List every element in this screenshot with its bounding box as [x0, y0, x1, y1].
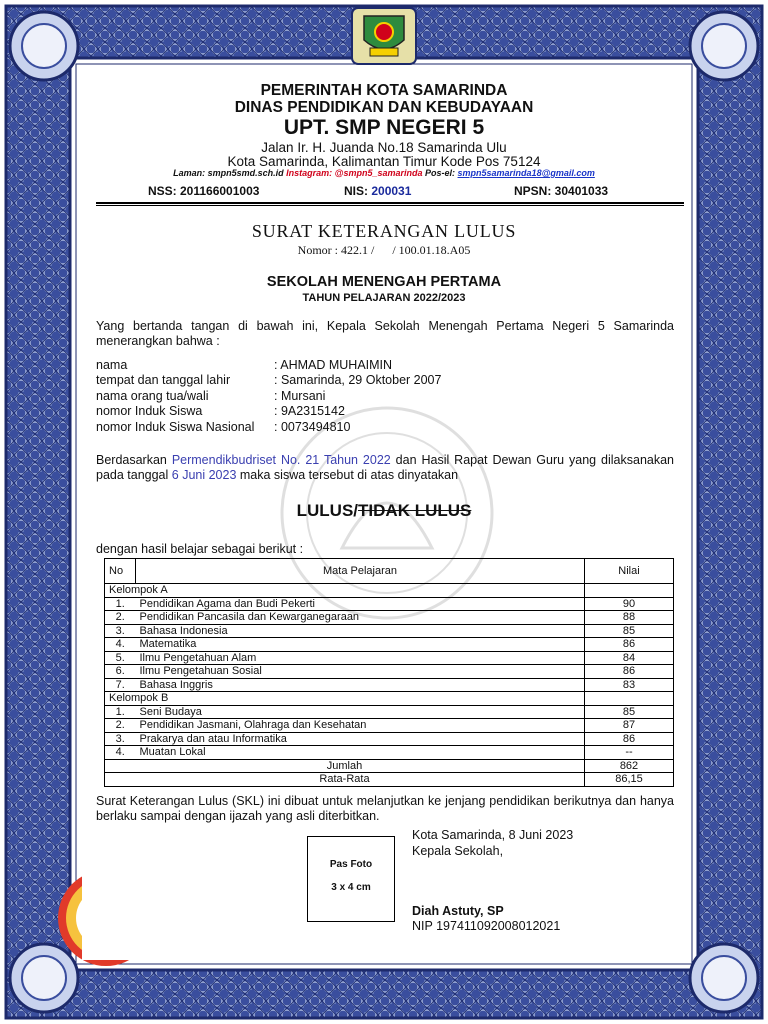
table-row: [105, 651, 674, 665]
address-line-1: Jalan Ir. H. Juanda No.18 Samarinda Ulu: [261, 140, 507, 155]
average-value: 86,15: [585, 773, 674, 787]
graduation-status: [82, 501, 686, 521]
row-subject: Pendidikan Pancasila dan Kewarganegaraan: [136, 611, 585, 625]
row-subject: Pendidikan Jasmani, Olahraga dan Kesehatan: [136, 719, 585, 733]
nis-value: 200031: [371, 184, 412, 198]
basis-date: 6 Juni 2023: [171, 468, 237, 482]
corner-ornament-top-left: [10, 12, 78, 80]
row-no: 4.: [105, 638, 136, 652]
photo-size: 3 x 4 cm: [331, 882, 371, 893]
intro-paragraph: Yang bertanda tangan di bawah ini, Kepala Sekolah Menengah Pertama Negeri 5 Samarinda menerangkan bahwa :: [96, 319, 674, 348]
address-line-2: Kota Samarinda, Kalimantan Timur Kode Pos 75124: [227, 154, 541, 169]
contact-line: [82, 168, 686, 178]
row-no: 3.: [105, 624, 136, 638]
basis-part-2: dan Hasil Rapat Dewan Guru yang dilaksanakan pada tanggal: [96, 453, 675, 482]
row-no: 4.: [105, 746, 136, 760]
row-score: 88: [585, 611, 674, 625]
email-label: Pos-el:: [425, 168, 456, 178]
header-divider-thin: [96, 205, 684, 206]
grades-table: [104, 558, 674, 787]
group-label-b: Kelompok B: [105, 692, 585, 706]
row-no: 2.: [105, 719, 136, 733]
header-no: No: [105, 559, 136, 584]
average-row: [105, 773, 674, 787]
student-value-birth: : Samarinda, 29 Oktober 2007: [274, 373, 442, 387]
total-value: 862: [585, 759, 674, 773]
row-score: 85: [585, 705, 674, 719]
header-subject: Mata Pelajaran: [136, 559, 585, 584]
academic-year: TAHUN PELAJARAN 2022/2023: [302, 292, 466, 304]
row-subject: Prakarya dan atau Informatika: [136, 732, 585, 746]
total-row: [105, 759, 674, 773]
row-score: 90: [585, 597, 674, 611]
row-score: 83: [585, 678, 674, 692]
nss-number: NSS: 201166001003: [148, 184, 260, 198]
nis-label: NIS:: [344, 184, 368, 198]
photo-placeholder: [307, 836, 395, 922]
instagram-link[interactable]: Instagram: @smpn5_samarinda: [286, 168, 423, 178]
table-row: [105, 597, 674, 611]
row-score: 86: [585, 638, 674, 652]
gov-heading: PEMERINTAH KOTA SAMARINDA: [260, 82, 508, 99]
row-score: --: [585, 746, 674, 760]
status-pass: LULUS/: [296, 501, 359, 520]
row-no: 2.: [105, 611, 136, 625]
row-subject: Bahasa Indonesia: [136, 624, 585, 638]
table-row: [105, 665, 674, 679]
email-link[interactable]: smpn5samarinda18@gmail.com: [457, 168, 595, 178]
student-value-nis: : 9A2315142: [274, 404, 345, 418]
row-no: 3.: [105, 732, 136, 746]
row-no: 5.: [105, 651, 136, 665]
table-row: [105, 746, 674, 760]
npsn-number: NPSN: 30401033: [514, 184, 609, 198]
table-row: [105, 611, 674, 625]
table-row: [105, 624, 674, 638]
corner-ornament-bottom-left: [10, 944, 78, 1012]
student-value-nisn: : 0073494810: [274, 420, 351, 434]
row-subject: Matematika: [136, 638, 585, 652]
row-subject: Ilmu Pengetahuan Alam: [136, 651, 585, 665]
table-row: [105, 705, 674, 719]
row-no: 1.: [105, 597, 136, 611]
row-subject: Muatan Lokal: [136, 746, 585, 760]
row-score: 86: [585, 665, 674, 679]
student-value-parent: : Mursani: [274, 389, 326, 403]
student-label-parent: nama orang tua/wali: [96, 389, 209, 403]
student-value-name: : AHMAD MUHAIMIN: [274, 358, 393, 372]
student-label-nisn: nomor Induk Siswa Nasional: [96, 420, 255, 434]
basis-part-1: Berdasarkan: [96, 453, 172, 467]
total-label: Jumlah: [105, 759, 585, 773]
corner-ornament-top-right: [690, 12, 758, 80]
group-label-a: Kelompok A: [105, 584, 585, 598]
table-row: [105, 678, 674, 692]
city-crest-icon: [352, 8, 416, 64]
status-fail: TIDAK LULUS: [358, 501, 472, 520]
student-label-nis: nomor Induk Siswa: [96, 404, 203, 418]
row-subject: Ilmu Pengetahuan Sosial: [136, 665, 585, 679]
row-subject: Bahasa Inggris: [136, 678, 585, 692]
table-row: [105, 719, 674, 733]
row-score: 84: [585, 651, 674, 665]
school-heading: UPT. SMP NEGERI 5: [283, 116, 485, 139]
nis-number: [344, 184, 411, 198]
document-title: SURAT KETERANGAN LULUS: [251, 221, 517, 241]
row-no: 1.: [105, 705, 136, 719]
website-link[interactable]: Laman: smpn5smd.sch.id: [173, 168, 284, 178]
table-row: [105, 732, 674, 746]
basis-paragraph: [96, 453, 674, 483]
document-body: [82, 68, 686, 960]
row-score: 86: [585, 732, 674, 746]
sign-role: Kepala Sekolah,: [412, 844, 504, 858]
results-intro: dengan hasil belajar sebagai berikut :: [96, 542, 304, 556]
school-type-heading: SEKOLAH MENENGAH PERTAMA: [266, 274, 502, 290]
closing-paragraph: Surat Keterangan Lulus (SKL) ini dibuat untuk melanjutkan ke jenjang pendidikan berikutnya dan hanya berlaku sampai dengan ijazah yang asli diterbitkan.: [96, 794, 674, 823]
student-label-birth: tempat dan tanggal lahir: [96, 373, 231, 387]
row-no: 6.: [105, 665, 136, 679]
photo-label: Pas Foto: [329, 859, 373, 870]
average-label: Rata-Rata: [105, 773, 585, 787]
department-heading: DINAS PENDIDIKAN DAN KEBUDAYAAN: [234, 99, 534, 116]
row-subject: Pendidikan Agama dan Budi Pekerti: [136, 597, 585, 611]
table-row: [105, 638, 674, 652]
sign-place-date: Kota Samarinda, 8 Juni 2023: [412, 828, 574, 842]
sign-nip: NIP 197411092008012021: [412, 919, 561, 933]
row-score: 87: [585, 719, 674, 733]
basis-part-3: maka siswa tersebut di atas dinyatakan: [236, 468, 459, 482]
header-divider: [96, 202, 684, 204]
sign-name: Diah Astuty, SP: [412, 904, 504, 918]
group-row-a: [105, 584, 674, 598]
corner-ornament-bottom-right: [690, 944, 758, 1012]
row-subject: Seni Budaya: [136, 705, 585, 719]
row-score: 85: [585, 624, 674, 638]
student-label-name: nama: [96, 358, 128, 372]
group-row-b: [105, 692, 674, 706]
header-score: Nilai: [585, 559, 674, 584]
document-number: Nomor : 422.1 / / 100.01.18.A05: [297, 243, 471, 257]
row-no: 7.: [105, 678, 136, 692]
table-header-row: [105, 559, 674, 584]
basis-regulation: Permendikbudriset No. 21 Tahun 2022: [171, 453, 391, 467]
